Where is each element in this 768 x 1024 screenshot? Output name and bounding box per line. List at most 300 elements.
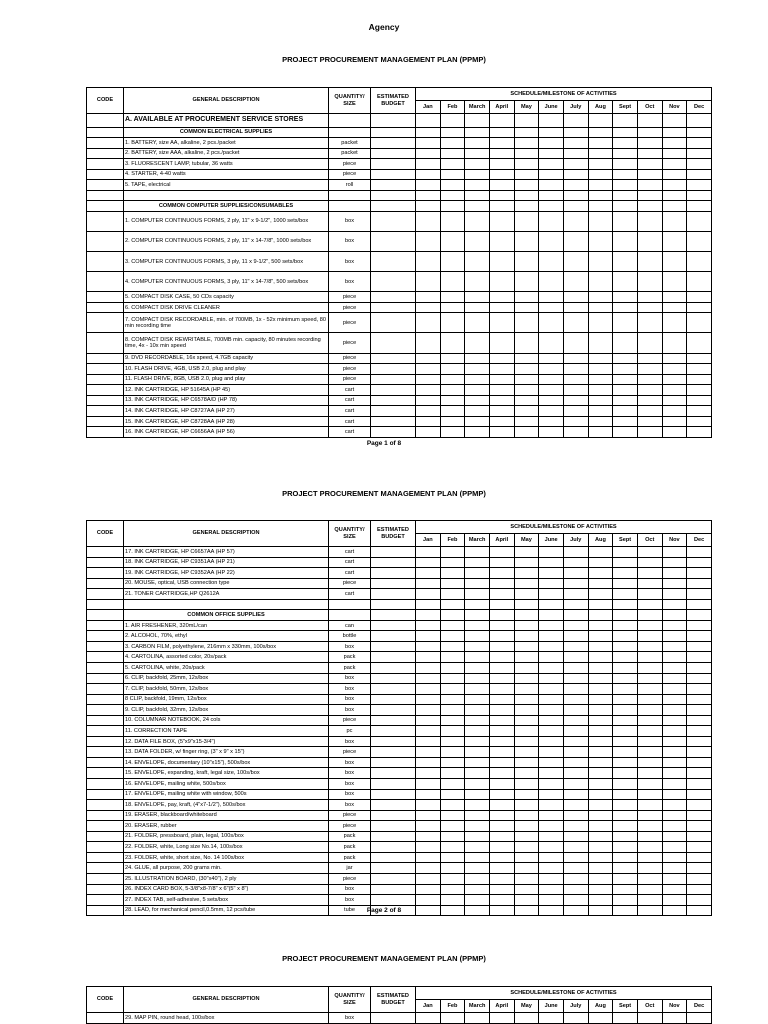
schedule-cell-jan[interactable] bbox=[416, 127, 441, 138]
schedule-cell-june[interactable] bbox=[539, 427, 564, 438]
schedule-cell-nov[interactable] bbox=[662, 127, 687, 138]
schedule-cell-may[interactable] bbox=[514, 232, 539, 252]
schedule-cell-june[interactable] bbox=[539, 768, 564, 779]
schedule-cell-may[interactable] bbox=[514, 252, 539, 272]
schedule-cell-feb[interactable] bbox=[440, 842, 465, 853]
schedule-cell-aug[interactable] bbox=[588, 313, 613, 333]
schedule-cell-sept[interactable] bbox=[613, 190, 638, 201]
schedule-cell-dec[interactable] bbox=[687, 252, 712, 272]
schedule-cell-jan[interactable] bbox=[416, 333, 441, 353]
schedule-cell-jan[interactable] bbox=[416, 736, 441, 747]
schedule-cell-june[interactable] bbox=[539, 652, 564, 663]
schedule-cell-aug[interactable] bbox=[588, 884, 613, 895]
schedule-cell-may[interactable] bbox=[514, 374, 539, 385]
schedule-cell-oct[interactable] bbox=[637, 557, 662, 568]
schedule-cell-may[interactable] bbox=[514, 726, 539, 737]
schedule-cell-feb[interactable] bbox=[440, 201, 465, 212]
schedule-cell-aug[interactable] bbox=[588, 610, 613, 621]
schedule-cell-june[interactable] bbox=[539, 610, 564, 621]
schedule-cell-nov[interactable] bbox=[662, 610, 687, 621]
schedule-cell-july[interactable] bbox=[563, 302, 588, 313]
schedule-cell-dec[interactable] bbox=[687, 610, 712, 621]
schedule-cell-feb[interactable] bbox=[440, 641, 465, 652]
schedule-cell-oct[interactable] bbox=[637, 272, 662, 292]
schedule-cell-feb[interactable] bbox=[440, 568, 465, 579]
schedule-cell-aug[interactable] bbox=[588, 190, 613, 201]
schedule-cell-oct[interactable] bbox=[637, 641, 662, 652]
schedule-cell-dec[interactable] bbox=[687, 652, 712, 663]
schedule-cell-dec[interactable] bbox=[687, 568, 712, 579]
schedule-cell-march[interactable] bbox=[465, 631, 490, 642]
schedule-cell-july[interactable] bbox=[563, 842, 588, 853]
schedule-cell-aug[interactable] bbox=[588, 726, 613, 737]
schedule-cell-march[interactable] bbox=[465, 726, 490, 737]
schedule-cell-feb[interactable] bbox=[440, 800, 465, 811]
schedule-cell-oct[interactable] bbox=[637, 211, 662, 231]
schedule-cell-jan[interactable] bbox=[416, 684, 441, 695]
schedule-cell-may[interactable] bbox=[514, 272, 539, 292]
schedule-cell-aug[interactable] bbox=[588, 578, 613, 589]
schedule-cell-april[interactable] bbox=[489, 416, 514, 427]
schedule-cell-july[interactable] bbox=[563, 831, 588, 842]
schedule-cell-aug[interactable] bbox=[588, 395, 613, 406]
schedule-cell-july[interactable] bbox=[563, 353, 588, 364]
schedule-cell-july[interactable] bbox=[563, 364, 588, 375]
schedule-cell-july[interactable] bbox=[563, 385, 588, 396]
schedule-cell-june[interactable] bbox=[539, 138, 564, 149]
schedule-cell-jan[interactable] bbox=[416, 374, 441, 385]
schedule-cell-march[interactable] bbox=[465, 589, 490, 600]
schedule-cell-jan[interactable] bbox=[416, 810, 441, 821]
schedule-cell-aug[interactable] bbox=[588, 292, 613, 303]
schedule-cell-jan[interactable] bbox=[416, 895, 441, 906]
schedule-cell-feb[interactable] bbox=[440, 169, 465, 180]
schedule-cell-april[interactable] bbox=[489, 169, 514, 180]
schedule-cell-oct[interactable] bbox=[637, 302, 662, 313]
schedule-cell-sept[interactable] bbox=[613, 620, 638, 631]
schedule-cell-may[interactable] bbox=[514, 333, 539, 353]
schedule-cell-nov[interactable] bbox=[662, 726, 687, 737]
schedule-cell-nov[interactable] bbox=[662, 789, 687, 800]
schedule-cell-april[interactable] bbox=[489, 852, 514, 863]
schedule-cell-june[interactable] bbox=[539, 863, 564, 874]
schedule-cell-dec[interactable] bbox=[687, 726, 712, 737]
schedule-cell-april[interactable] bbox=[489, 673, 514, 684]
schedule-cell-june[interactable] bbox=[539, 190, 564, 201]
schedule-cell-nov[interactable] bbox=[662, 416, 687, 427]
schedule-cell-nov[interactable] bbox=[662, 599, 687, 610]
schedule-cell-oct[interactable] bbox=[637, 768, 662, 779]
schedule-cell-june[interactable] bbox=[539, 673, 564, 684]
schedule-cell-jan[interactable] bbox=[416, 292, 441, 303]
schedule-cell-aug[interactable] bbox=[588, 715, 613, 726]
schedule-cell-sept[interactable] bbox=[613, 232, 638, 252]
schedule-cell-feb[interactable] bbox=[440, 589, 465, 600]
schedule-cell-jan[interactable] bbox=[416, 779, 441, 790]
schedule-cell-jan[interactable] bbox=[416, 364, 441, 375]
schedule-cell-sept[interactable] bbox=[613, 547, 638, 558]
schedule-cell-dec[interactable] bbox=[687, 364, 712, 375]
schedule-cell-may[interactable] bbox=[514, 895, 539, 906]
schedule-cell-jan[interactable] bbox=[416, 211, 441, 231]
schedule-cell-sept[interactable] bbox=[613, 599, 638, 610]
schedule-cell-feb[interactable] bbox=[440, 148, 465, 159]
schedule-cell-march[interactable] bbox=[465, 863, 490, 874]
schedule-cell-nov[interactable] bbox=[662, 211, 687, 231]
schedule-cell-may[interactable] bbox=[514, 385, 539, 396]
schedule-cell-march[interactable] bbox=[465, 705, 490, 716]
schedule-cell-april[interactable] bbox=[489, 201, 514, 212]
schedule-cell-aug[interactable] bbox=[588, 557, 613, 568]
schedule-cell-july[interactable] bbox=[563, 863, 588, 874]
schedule-cell-may[interactable] bbox=[514, 353, 539, 364]
schedule-cell-march[interactable] bbox=[465, 416, 490, 427]
schedule-cell-may[interactable] bbox=[514, 800, 539, 811]
schedule-cell-march[interactable] bbox=[465, 768, 490, 779]
schedule-cell-july[interactable] bbox=[563, 180, 588, 191]
schedule-cell-may[interactable] bbox=[514, 821, 539, 832]
schedule-cell-june[interactable] bbox=[539, 211, 564, 231]
schedule-cell-nov[interactable] bbox=[662, 757, 687, 768]
schedule-cell-jan[interactable] bbox=[416, 138, 441, 149]
schedule-cell-aug[interactable] bbox=[588, 873, 613, 884]
schedule-cell-aug[interactable] bbox=[588, 353, 613, 364]
schedule-cell-dec[interactable] bbox=[687, 694, 712, 705]
schedule-cell-july[interactable] bbox=[563, 715, 588, 726]
schedule-cell-july[interactable] bbox=[563, 427, 588, 438]
schedule-cell-jan[interactable] bbox=[416, 302, 441, 313]
schedule-cell-oct[interactable] bbox=[637, 568, 662, 579]
schedule-cell-sept[interactable] bbox=[613, 127, 638, 138]
schedule-cell-may[interactable] bbox=[514, 768, 539, 779]
schedule-cell-may[interactable] bbox=[514, 589, 539, 600]
schedule-cell-feb[interactable] bbox=[440, 395, 465, 406]
schedule-cell-dec[interactable] bbox=[687, 578, 712, 589]
schedule-cell-oct[interactable] bbox=[637, 148, 662, 159]
schedule-cell-april[interactable] bbox=[489, 641, 514, 652]
schedule-cell-aug[interactable] bbox=[588, 1013, 613, 1024]
schedule-cell-oct[interactable] bbox=[637, 789, 662, 800]
schedule-cell-oct[interactable] bbox=[637, 694, 662, 705]
schedule-cell-march[interactable] bbox=[465, 842, 490, 853]
schedule-cell-nov[interactable] bbox=[662, 631, 687, 642]
schedule-cell-april[interactable] bbox=[489, 747, 514, 758]
schedule-cell-oct[interactable] bbox=[637, 810, 662, 821]
schedule-cell-aug[interactable] bbox=[588, 800, 613, 811]
schedule-cell-april[interactable] bbox=[489, 620, 514, 631]
schedule-cell-aug[interactable] bbox=[588, 364, 613, 375]
schedule-cell-oct[interactable] bbox=[637, 169, 662, 180]
schedule-cell-april[interactable] bbox=[489, 364, 514, 375]
schedule-cell-april[interactable] bbox=[489, 159, 514, 170]
schedule-cell-april[interactable] bbox=[489, 190, 514, 201]
schedule-cell-oct[interactable] bbox=[637, 599, 662, 610]
schedule-cell-oct[interactable] bbox=[637, 333, 662, 353]
schedule-cell-oct[interactable] bbox=[637, 842, 662, 853]
schedule-cell-july[interactable] bbox=[563, 169, 588, 180]
schedule-cell-april[interactable] bbox=[489, 395, 514, 406]
schedule-cell-dec[interactable] bbox=[687, 884, 712, 895]
schedule-cell-aug[interactable] bbox=[588, 211, 613, 231]
schedule-cell-nov[interactable] bbox=[662, 779, 687, 790]
schedule-cell-dec[interactable] bbox=[687, 353, 712, 364]
schedule-cell-feb[interactable] bbox=[440, 252, 465, 272]
schedule-cell-march[interactable] bbox=[465, 852, 490, 863]
schedule-cell-oct[interactable] bbox=[637, 190, 662, 201]
schedule-cell-sept[interactable] bbox=[613, 694, 638, 705]
schedule-cell-june[interactable] bbox=[539, 374, 564, 385]
schedule-cell-may[interactable] bbox=[514, 641, 539, 652]
schedule-cell-aug[interactable] bbox=[588, 302, 613, 313]
schedule-cell-sept[interactable] bbox=[613, 663, 638, 674]
schedule-cell-dec[interactable] bbox=[687, 302, 712, 313]
schedule-cell-feb[interactable] bbox=[440, 232, 465, 252]
schedule-cell-march[interactable] bbox=[465, 313, 490, 333]
schedule-cell-nov[interactable] bbox=[662, 232, 687, 252]
schedule-cell-sept[interactable] bbox=[613, 715, 638, 726]
schedule-cell-feb[interactable] bbox=[440, 895, 465, 906]
schedule-cell-april[interactable] bbox=[489, 272, 514, 292]
schedule-cell-may[interactable] bbox=[514, 169, 539, 180]
schedule-cell-july[interactable] bbox=[563, 610, 588, 621]
schedule-cell-april[interactable] bbox=[489, 684, 514, 695]
schedule-cell-june[interactable] bbox=[539, 789, 564, 800]
schedule-cell-oct[interactable] bbox=[637, 863, 662, 874]
schedule-cell-may[interactable] bbox=[514, 547, 539, 558]
schedule-cell-june[interactable] bbox=[539, 599, 564, 610]
schedule-cell-dec[interactable] bbox=[687, 138, 712, 149]
schedule-cell-june[interactable] bbox=[539, 169, 564, 180]
schedule-cell-aug[interactable] bbox=[588, 705, 613, 716]
schedule-cell-aug[interactable] bbox=[588, 232, 613, 252]
schedule-cell-april[interactable] bbox=[489, 292, 514, 303]
schedule-cell-dec[interactable] bbox=[687, 211, 712, 231]
schedule-cell-sept[interactable] bbox=[613, 211, 638, 231]
schedule-cell-sept[interactable] bbox=[613, 252, 638, 272]
schedule-cell-sept[interactable] bbox=[613, 557, 638, 568]
schedule-cell-aug[interactable] bbox=[588, 272, 613, 292]
schedule-cell-oct[interactable] bbox=[637, 159, 662, 170]
schedule-cell-dec[interactable] bbox=[687, 292, 712, 303]
schedule-cell-april[interactable] bbox=[489, 138, 514, 149]
schedule-cell-feb[interactable] bbox=[440, 757, 465, 768]
schedule-cell-july[interactable] bbox=[563, 852, 588, 863]
schedule-cell-nov[interactable] bbox=[662, 589, 687, 600]
schedule-cell-oct[interactable] bbox=[637, 800, 662, 811]
schedule-cell-nov[interactable] bbox=[662, 663, 687, 674]
schedule-cell-nov[interactable] bbox=[662, 800, 687, 811]
schedule-cell-feb[interactable] bbox=[440, 673, 465, 684]
schedule-cell-dec[interactable] bbox=[687, 416, 712, 427]
schedule-cell-dec[interactable] bbox=[687, 663, 712, 674]
schedule-cell-sept[interactable] bbox=[613, 406, 638, 417]
schedule-cell-jan[interactable] bbox=[416, 232, 441, 252]
schedule-cell-feb[interactable] bbox=[440, 557, 465, 568]
schedule-cell-nov[interactable] bbox=[662, 292, 687, 303]
schedule-cell-dec[interactable] bbox=[687, 232, 712, 252]
schedule-cell-july[interactable] bbox=[563, 768, 588, 779]
schedule-cell-jan[interactable] bbox=[416, 395, 441, 406]
schedule-cell-aug[interactable] bbox=[588, 169, 613, 180]
schedule-cell-dec[interactable] bbox=[687, 641, 712, 652]
schedule-cell-sept[interactable] bbox=[613, 589, 638, 600]
schedule-cell-july[interactable] bbox=[563, 272, 588, 292]
schedule-cell-april[interactable] bbox=[489, 313, 514, 333]
schedule-cell-march[interactable] bbox=[465, 557, 490, 568]
schedule-cell-may[interactable] bbox=[514, 779, 539, 790]
schedule-cell-july[interactable] bbox=[563, 374, 588, 385]
schedule-cell-june[interactable] bbox=[539, 568, 564, 579]
schedule-cell-march[interactable] bbox=[465, 138, 490, 149]
schedule-cell-april[interactable] bbox=[489, 873, 514, 884]
schedule-cell-july[interactable] bbox=[563, 726, 588, 737]
schedule-cell-june[interactable] bbox=[539, 416, 564, 427]
schedule-cell-march[interactable] bbox=[465, 578, 490, 589]
schedule-cell-sept[interactable] bbox=[613, 684, 638, 695]
schedule-cell-dec[interactable] bbox=[687, 895, 712, 906]
schedule-cell-july[interactable] bbox=[563, 694, 588, 705]
schedule-cell-july[interactable] bbox=[563, 779, 588, 790]
schedule-cell-july[interactable] bbox=[563, 201, 588, 212]
schedule-cell-feb[interactable] bbox=[440, 852, 465, 863]
schedule-cell-may[interactable] bbox=[514, 159, 539, 170]
schedule-cell-jan[interactable] bbox=[416, 884, 441, 895]
schedule-cell-may[interactable] bbox=[514, 673, 539, 684]
schedule-cell-dec[interactable] bbox=[687, 705, 712, 716]
schedule-cell-march[interactable] bbox=[465, 757, 490, 768]
schedule-cell-may[interactable] bbox=[514, 568, 539, 579]
schedule-cell-may[interactable] bbox=[514, 715, 539, 726]
schedule-cell-april[interactable] bbox=[489, 427, 514, 438]
schedule-cell-aug[interactable] bbox=[588, 201, 613, 212]
schedule-cell-dec[interactable] bbox=[687, 313, 712, 333]
schedule-cell-march[interactable] bbox=[465, 652, 490, 663]
schedule-cell-march[interactable] bbox=[465, 1013, 490, 1024]
schedule-cell-feb[interactable] bbox=[440, 353, 465, 364]
schedule-cell-oct[interactable] bbox=[637, 385, 662, 396]
schedule-cell-sept[interactable] bbox=[613, 810, 638, 821]
schedule-cell-april[interactable] bbox=[489, 863, 514, 874]
schedule-cell-nov[interactable] bbox=[662, 684, 687, 695]
schedule-cell-jan[interactable] bbox=[416, 148, 441, 159]
schedule-cell-feb[interactable] bbox=[440, 190, 465, 201]
schedule-cell-jan[interactable] bbox=[416, 715, 441, 726]
schedule-cell-oct[interactable] bbox=[637, 757, 662, 768]
schedule-cell-march[interactable] bbox=[465, 201, 490, 212]
schedule-cell-dec[interactable] bbox=[687, 589, 712, 600]
schedule-cell-june[interactable] bbox=[539, 302, 564, 313]
schedule-cell-oct[interactable] bbox=[637, 232, 662, 252]
schedule-cell-may[interactable] bbox=[514, 620, 539, 631]
schedule-cell-sept[interactable] bbox=[613, 138, 638, 149]
schedule-cell-dec[interactable] bbox=[687, 768, 712, 779]
schedule-cell-june[interactable] bbox=[539, 705, 564, 716]
schedule-cell-march[interactable] bbox=[465, 641, 490, 652]
schedule-cell-march[interactable] bbox=[465, 547, 490, 558]
schedule-cell-june[interactable] bbox=[539, 620, 564, 631]
schedule-cell-oct[interactable] bbox=[637, 631, 662, 642]
schedule-cell-jan[interactable] bbox=[416, 353, 441, 364]
schedule-cell-nov[interactable] bbox=[662, 694, 687, 705]
schedule-cell-feb[interactable] bbox=[440, 768, 465, 779]
schedule-cell-july[interactable] bbox=[563, 895, 588, 906]
schedule-cell-dec[interactable] bbox=[687, 557, 712, 568]
schedule-cell-march[interactable] bbox=[465, 779, 490, 790]
schedule-cell-june[interactable] bbox=[539, 852, 564, 863]
schedule-cell-july[interactable] bbox=[563, 232, 588, 252]
schedule-cell-april[interactable] bbox=[489, 568, 514, 579]
schedule-cell-dec[interactable] bbox=[687, 715, 712, 726]
schedule-cell-july[interactable] bbox=[563, 641, 588, 652]
schedule-cell-march[interactable] bbox=[465, 232, 490, 252]
schedule-cell-march[interactable] bbox=[465, 180, 490, 191]
schedule-cell-feb[interactable] bbox=[440, 620, 465, 631]
schedule-cell-april[interactable] bbox=[489, 631, 514, 642]
schedule-cell-march[interactable] bbox=[465, 684, 490, 695]
schedule-cell-june[interactable] bbox=[539, 873, 564, 884]
schedule-cell-dec[interactable] bbox=[687, 190, 712, 201]
schedule-cell-feb[interactable] bbox=[440, 272, 465, 292]
schedule-cell-aug[interactable] bbox=[588, 385, 613, 396]
schedule-cell-june[interactable] bbox=[539, 694, 564, 705]
schedule-cell-may[interactable] bbox=[514, 684, 539, 695]
schedule-cell-feb[interactable] bbox=[440, 385, 465, 396]
schedule-cell-dec[interactable] bbox=[687, 747, 712, 758]
schedule-cell-aug[interactable] bbox=[588, 374, 613, 385]
schedule-cell-march[interactable] bbox=[465, 694, 490, 705]
schedule-cell-june[interactable] bbox=[539, 757, 564, 768]
schedule-cell-may[interactable] bbox=[514, 148, 539, 159]
schedule-cell-april[interactable] bbox=[489, 663, 514, 674]
schedule-cell-may[interactable] bbox=[514, 736, 539, 747]
schedule-cell-dec[interactable] bbox=[687, 127, 712, 138]
schedule-cell-june[interactable] bbox=[539, 333, 564, 353]
schedule-cell-june[interactable] bbox=[539, 810, 564, 821]
schedule-cell-july[interactable] bbox=[563, 313, 588, 333]
schedule-cell-march[interactable] bbox=[465, 292, 490, 303]
schedule-cell-may[interactable] bbox=[514, 863, 539, 874]
schedule-cell-nov[interactable] bbox=[662, 148, 687, 159]
schedule-cell-feb[interactable] bbox=[440, 578, 465, 589]
schedule-cell-nov[interactable] bbox=[662, 747, 687, 758]
schedule-cell-dec[interactable] bbox=[687, 385, 712, 396]
schedule-cell-march[interactable] bbox=[465, 211, 490, 231]
schedule-cell-aug[interactable] bbox=[588, 747, 613, 758]
schedule-cell-july[interactable] bbox=[563, 148, 588, 159]
schedule-cell-feb[interactable] bbox=[440, 694, 465, 705]
schedule-cell-nov[interactable] bbox=[662, 427, 687, 438]
schedule-cell-sept[interactable] bbox=[613, 385, 638, 396]
schedule-cell-oct[interactable] bbox=[637, 292, 662, 303]
schedule-cell-june[interactable] bbox=[539, 641, 564, 652]
schedule-cell-nov[interactable] bbox=[662, 557, 687, 568]
schedule-cell-feb[interactable] bbox=[440, 138, 465, 149]
schedule-cell-dec[interactable] bbox=[687, 599, 712, 610]
schedule-cell-may[interactable] bbox=[514, 652, 539, 663]
schedule-cell-dec[interactable] bbox=[687, 789, 712, 800]
schedule-cell-june[interactable] bbox=[539, 1013, 564, 1024]
schedule-cell-july[interactable] bbox=[563, 292, 588, 303]
schedule-cell-sept[interactable] bbox=[613, 568, 638, 579]
schedule-cell-june[interactable] bbox=[539, 395, 564, 406]
schedule-cell-jan[interactable] bbox=[416, 705, 441, 716]
schedule-cell-jan[interactable] bbox=[416, 652, 441, 663]
schedule-cell-aug[interactable] bbox=[588, 568, 613, 579]
schedule-cell-april[interactable] bbox=[489, 374, 514, 385]
schedule-cell-june[interactable] bbox=[539, 252, 564, 272]
schedule-cell-dec[interactable] bbox=[687, 684, 712, 695]
schedule-cell-feb[interactable] bbox=[440, 159, 465, 170]
